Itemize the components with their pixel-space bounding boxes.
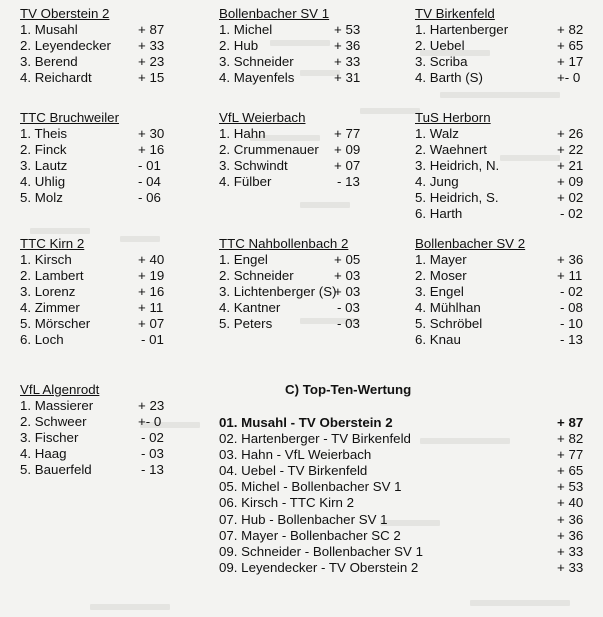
player-row [20,22,200,38]
player-score: - 01 [141,332,164,347]
player-name: 6. Loch [20,332,64,347]
player-name: 3. Fischer [20,430,79,445]
player-score: - 02 [560,206,583,221]
player-name: 3. Heidrich, N. [415,158,500,173]
player-name: 3. Schwindt [219,158,288,173]
ranking-row [219,415,584,431]
player-row [219,70,399,86]
ranking-row [219,495,584,511]
player-row [219,252,399,268]
team-title: TTC Bruchweiler [20,110,120,125]
player-name: 4. Haag [20,446,67,461]
player-name: 1. Musahl [20,22,78,37]
player-row [20,284,200,300]
player-row [219,158,399,174]
player-row [415,190,595,206]
player-name: 6. Harth [415,206,463,221]
player-name: 6. Knau [415,332,461,347]
ranking-score: + 77 [557,447,584,463]
team-block [219,110,399,190]
player-name: 5. Heidrich, S. [415,190,499,205]
player-score: + 02 [557,190,584,205]
ranking-score: + 87 [557,415,584,430]
player-row [20,70,200,86]
player-score: + 77 [334,126,361,141]
player-row [219,126,399,142]
ranking-score: + 65 [557,463,584,479]
player-row [415,252,595,268]
player-name: 1. Engel [219,252,268,267]
team-title: TuS Herborn [415,110,491,125]
ranking-entry: 09. Schneider - Bollenbacher SV 1 [219,543,424,559]
player-score: - 06 [138,190,161,205]
ranking-entry: 04. Uebel - TV Birkenfeld [219,463,368,479]
player-row [20,158,200,174]
player-score: + 17 [557,54,584,69]
player-score: + 09 [557,174,584,189]
player-score: - 13 [560,332,583,347]
top-ten-section [219,382,584,576]
ranking-entry: 01. Musahl - TV Oberstein 2 [219,415,393,430]
ranking-entry: 02. Hartenberger - TV Birkenfeld [219,431,411,447]
player-score: - 10 [560,316,583,331]
ranking-row [219,511,584,528]
player-name: 2. Schweer [20,414,87,429]
player-row [20,414,200,430]
player-row [20,316,200,332]
player-name: 3. Lichtenberger (S) [219,284,337,299]
player-name: 4. Mayenfels [219,70,295,85]
player-row [219,316,399,332]
player-score: + 03 [334,268,361,283]
player-row [219,174,399,190]
ranking-score: + 33 [557,543,584,559]
player-row [415,300,595,316]
player-score: + 07 [138,316,165,331]
player-row [415,268,595,284]
player-score: + 33 [138,38,165,53]
player-score: + 31 [334,70,361,85]
player-row [20,126,200,142]
player-score: + 03 [334,284,361,299]
player-score: + 23 [138,398,165,413]
player-name: 2. Hub [219,38,259,53]
player-name: 4. Barth (S) [415,70,483,85]
player-score: - 01 [138,158,161,173]
player-row [219,22,399,38]
player-row [219,54,399,70]
player-score: + 53 [334,22,361,37]
player-score: + 11 [557,268,583,283]
player-row [20,462,200,478]
player-row [20,398,200,414]
player-score: + 33 [334,54,361,69]
player-row [20,268,200,284]
player-score: + 07 [334,158,361,173]
player-score: - 08 [560,300,583,315]
ranking-score: + 36 [557,527,584,543]
player-score: - 13 [337,174,360,189]
top-ten-heading: C) Top-Ten-Wertung [285,382,412,397]
player-row [20,190,200,206]
team-title: VfL Algenrodt [20,382,100,397]
ranking-score: + 82 [557,431,584,447]
player-name: 1. Walz [415,126,459,141]
player-name: 2. Crummenauer [219,142,319,157]
player-score: + 11 [138,300,164,315]
player-score: - 02 [141,430,164,445]
player-name: 4. Mühlhan [415,300,481,315]
player-row [20,142,200,158]
player-name: 1. Kirsch [20,252,72,267]
player-name: 3. Berend [20,54,78,69]
ranking-entry: 07. Hub - Bollenbacher SV 1 [219,511,388,527]
player-score: + 16 [138,142,165,157]
player-row [415,126,595,142]
team-title: TV Birkenfeld [415,6,495,21]
player-row [20,430,200,446]
player-score: - 02 [560,284,583,299]
player-row [415,332,595,348]
player-row [415,158,595,174]
player-name: 1. Hartenberger [415,22,509,37]
player-score: + 05 [334,252,361,267]
player-row [20,54,200,70]
player-name: 1. Michel [219,22,273,37]
player-row [20,332,200,348]
player-name: 1. Mayer [415,252,467,267]
player-name: 2. Uebel [415,38,465,53]
ranking-entry: 05. Michel - Bollenbacher SV 1 [219,479,402,495]
ranking-row [219,431,584,447]
player-row [219,300,399,316]
player-score: + 40 [138,252,165,267]
player-score: +- 0 [138,414,162,429]
player-score: + 87 [138,22,165,37]
player-name: 5. Bauerfeld [20,462,92,477]
player-score: - 03 [337,316,360,331]
player-score: + 36 [334,38,361,53]
player-name: 2. Schneider [219,268,294,283]
player-score: + 15 [138,70,165,85]
player-row [219,142,399,158]
player-row [219,268,399,284]
player-score: - 03 [337,300,360,315]
player-score: - 03 [141,446,164,461]
player-score: + 23 [138,54,165,69]
player-name: 5. Peters [219,316,273,331]
player-row [415,22,595,38]
player-score: + 19 [138,268,165,283]
player-name: 4. Zimmer [20,300,80,315]
team-title: Bollenbacher SV 1 [219,6,330,21]
team-block [20,110,200,206]
ranking-entry: 09. Leyendecker - TV Oberstein 2 [219,559,419,575]
player-score: +- 0 [557,70,581,85]
team-title: VfL Weierbach [219,110,306,125]
player-row [415,174,595,190]
ranking-row [219,447,584,463]
player-name: 1. Massierer [20,398,94,413]
player-name: 5. Mörscher [20,316,91,331]
player-score: - 13 [141,462,164,477]
team-block [20,382,200,478]
player-row [415,70,595,86]
player-name: 1. Hahn [219,126,266,141]
player-name: 5. Molz [20,190,63,205]
player-row [20,252,200,268]
team-title: TTC Kirn 2 [20,236,85,251]
player-name: 2. Moser [415,268,467,283]
team-block [20,236,200,348]
player-score: + 82 [557,22,584,37]
player-row [20,174,200,190]
player-score: + 36 [557,252,584,267]
ranking-score: + 33 [557,559,584,575]
ranking-row [219,543,584,560]
player-name: 2. Waehnert [415,142,487,157]
player-name: 4. Kantner [219,300,281,315]
player-name: 1. Theis [20,126,68,141]
player-name: 2. Finck [20,142,67,157]
player-name: 3. Lautz [20,158,68,173]
ranking-entry: 03. Hahn - VfL Weierbach [219,447,372,463]
player-score: + 21 [557,158,584,173]
player-row [20,300,200,316]
player-score: + 30 [138,126,165,141]
team-title: TTC Nahbollenbach 2 [219,236,349,251]
player-score: + 65 [557,38,584,53]
player-row [219,38,399,54]
player-name: 2. Leyendecker [20,38,111,53]
team-block [219,6,399,86]
ranking-score: + 36 [557,511,584,527]
player-name: 4. Jung [415,174,459,189]
player-row [415,284,595,300]
player-row [415,316,595,332]
player-name: 3. Engel [415,284,464,299]
team-title: TV Oberstein 2 [20,6,110,21]
player-score: + 16 [138,284,165,299]
player-name: 4. Reichardt [20,70,92,85]
team-block [219,236,399,332]
player-score: + 22 [557,142,584,157]
player-row [415,54,595,70]
player-row [415,38,595,54]
player-score: + 09 [334,142,361,157]
ranking-score: + 53 [557,479,584,495]
player-row [415,142,595,158]
player-name: 3. Schneider [219,54,294,69]
player-name: 4. Uhlig [20,174,66,189]
ranking-row [219,463,584,479]
player-name: 3. Lorenz [20,284,76,299]
player-score: + 26 [557,126,584,141]
player-score: - 04 [138,174,161,189]
team-block [20,6,200,86]
ranking-row [219,559,584,576]
ranking-row [219,527,584,544]
player-row [219,284,399,300]
player-name: 5. Schröbel [415,316,483,331]
player-name: 2. Lambert [20,268,84,283]
player-name: 4. Fülber [219,174,272,189]
player-name: 3. Scriba [415,54,468,69]
team-title: Bollenbacher SV 2 [415,236,526,251]
team-block [415,110,595,222]
team-block [415,6,595,86]
player-row [20,38,200,54]
player-row [20,446,200,462]
ranking-entry: 07. Mayer - Bollenbacher SC 2 [219,527,401,543]
ranking-entry: 06. Kirsch - TTC Kirn 2 [219,495,354,511]
ranking-score: + 40 [557,495,584,511]
player-row [415,206,595,222]
ranking-row [219,479,584,495]
team-block [415,236,595,348]
